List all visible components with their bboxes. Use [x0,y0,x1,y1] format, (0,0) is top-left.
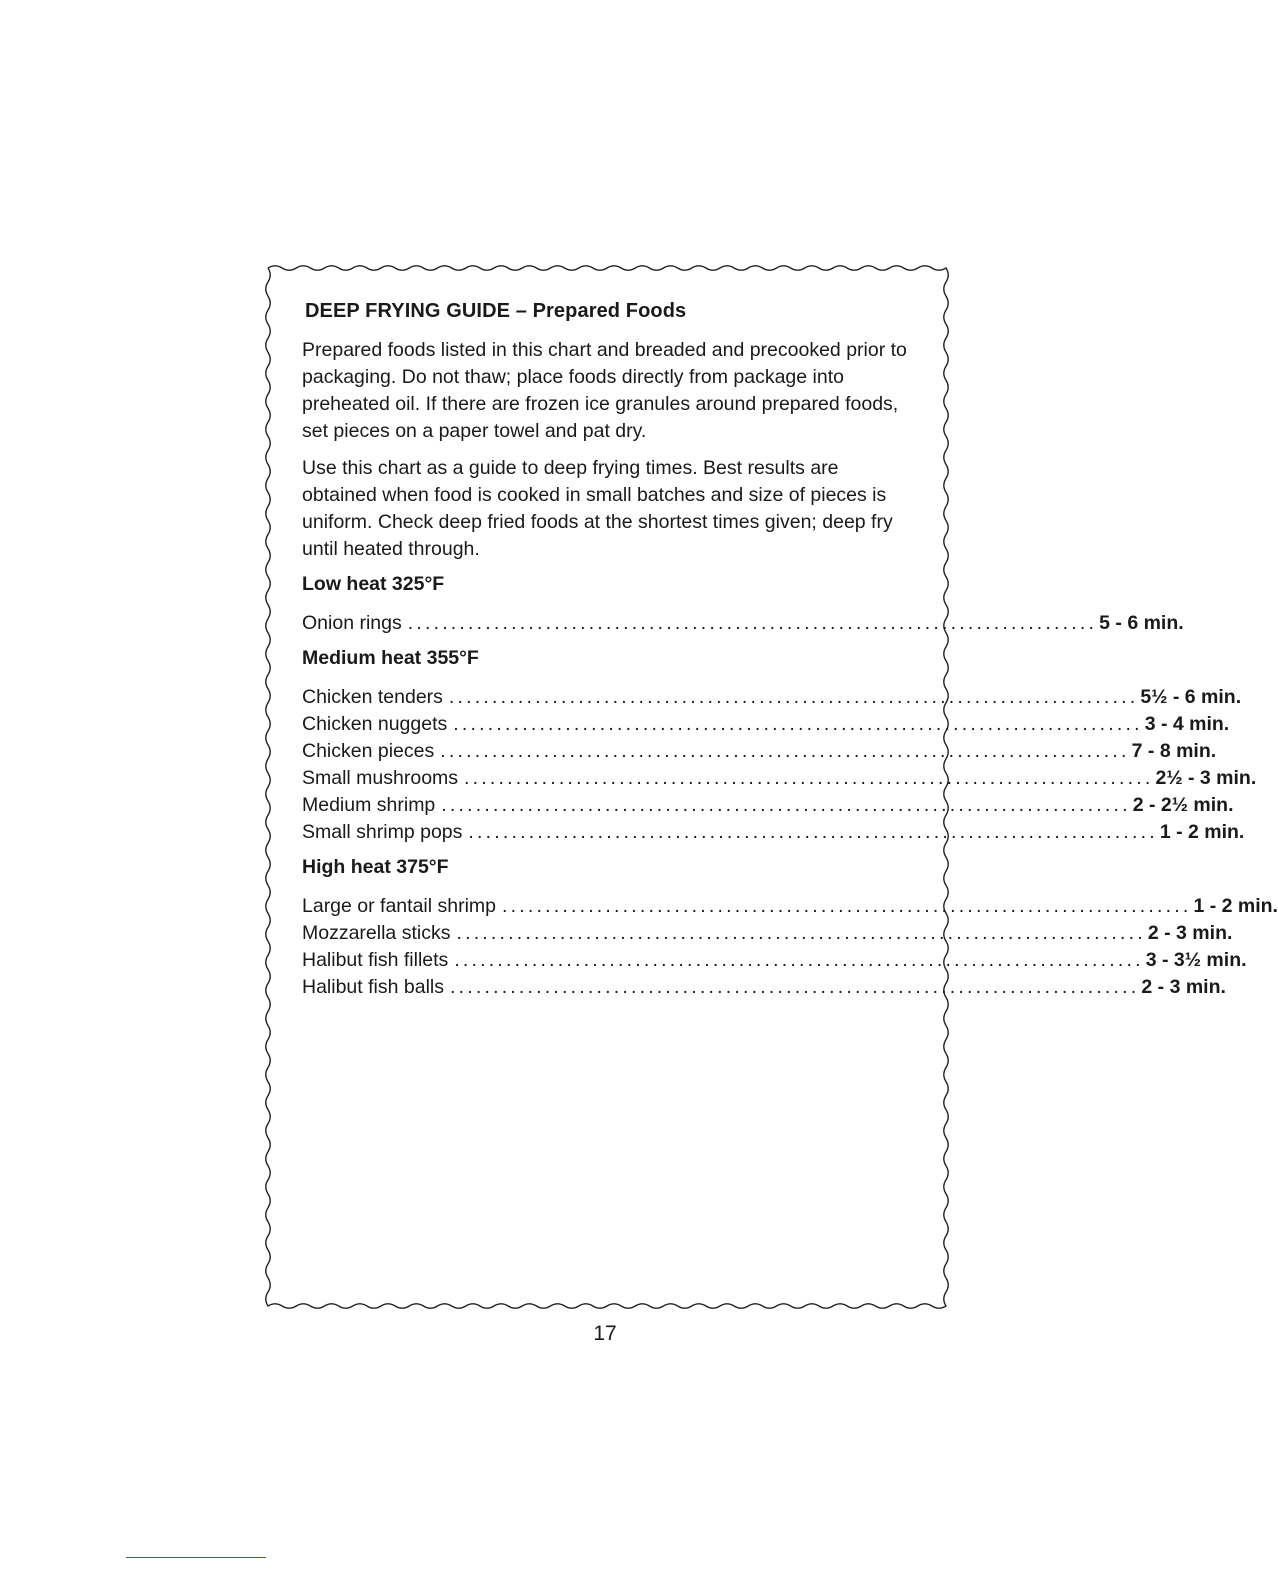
fry-time: 3 - 3½ min. [1145,949,1247,971]
fry-time: 5 - 6 min. [1099,612,1184,634]
food-name: Small mushrooms [302,767,459,789]
fry-time: 5½ - 6 min. [1140,686,1242,708]
fry-time: 1 - 2 min. [1193,895,1278,917]
page-number: 17 [593,1322,617,1345]
fry-time: 1 - 2 min. [1159,821,1245,843]
list-item [302,684,1242,711]
food-name: Medium shrimp [302,794,436,816]
guide-title-main: DEEP FRYING GUIDE – [305,300,533,322]
fry-time: 7 - 8 min. [1131,740,1217,762]
list-item [302,819,1245,846]
fry-time: 2½ - 3 min. [1155,767,1257,789]
dot-leader: ................................................................................ [456,922,1146,944]
food-name: Small shrimp pops [302,821,463,843]
list-item [302,610,1184,637]
list-item [302,893,1278,920]
list-item [302,738,1217,765]
food-name: Chicken tenders [302,686,443,708]
usage-paragraph: Use this chart as a guide to deep frying times. Best results are obtained when food is cooked in small batches and size of pieces is uniform. Check deep fried foods at the shortest times given; deep fry until heated through. [302,457,893,560]
food-name: Onion rings [302,612,402,634]
food-name: Halibut fish balls [302,976,444,998]
section-medium-heat [302,647,1257,846]
list-item [302,974,1226,1001]
dot-leader: ................................................................................ [453,713,1143,735]
dot-leader: ................................................................................ [468,821,1158,843]
guide-title [305,300,912,323]
intro-paragraph: Prepared foods listed in this chart and breaded and precooked prior to packaging. Do not thaw; place foods directly from package into preheated oil. If there are frozen ice granules around prepared foods, set pieces on a paper towel and pat dry. [302,339,907,442]
dot-leader: ................................................................................ [440,740,1130,762]
list-item [302,765,1257,792]
dot-leader: ................................................................................ [454,949,1144,971]
dot-leader: ................................................................................ [502,895,1192,917]
food-name: Large or fantail shrimp [302,895,497,917]
list-item [302,947,1247,974]
section-heading: Low heat 325°F [302,573,445,595]
fry-time: 3 - 4 min. [1144,713,1230,735]
dot-leader: ................................................................................ [441,794,1131,816]
list-item [302,711,1230,738]
dot-leader: ................................................................................ [464,767,1154,789]
list-item [302,792,1234,819]
guide-content [302,300,1278,1005]
food-name: Halibut fish fillets [302,949,449,971]
section-heading: Medium heat 355°F [302,647,479,669]
section-heading: High heat 375°F [302,856,449,878]
food-name: Chicken pieces [302,740,435,762]
food-name: Mozzarella sticks [302,922,451,944]
dot-leader: ................................................................................ [449,976,1140,998]
fry-time: 2 - 3 min. [1141,976,1226,998]
footnote-rule [126,1557,266,1558]
dot-leader: ................................................................................ [407,612,1098,634]
guide-title-sub: Prepared Foods [532,300,687,322]
list-item [302,920,1233,947]
food-name: Chicken nuggets [302,713,448,735]
fry-time: 2 - 3 min. [1147,922,1233,944]
dot-leader: ................................................................................ [448,686,1139,708]
section-low-heat [302,573,1184,637]
fry-time: 2 - 2½ min. [1132,794,1234,816]
section-high-heat [302,856,1278,1001]
